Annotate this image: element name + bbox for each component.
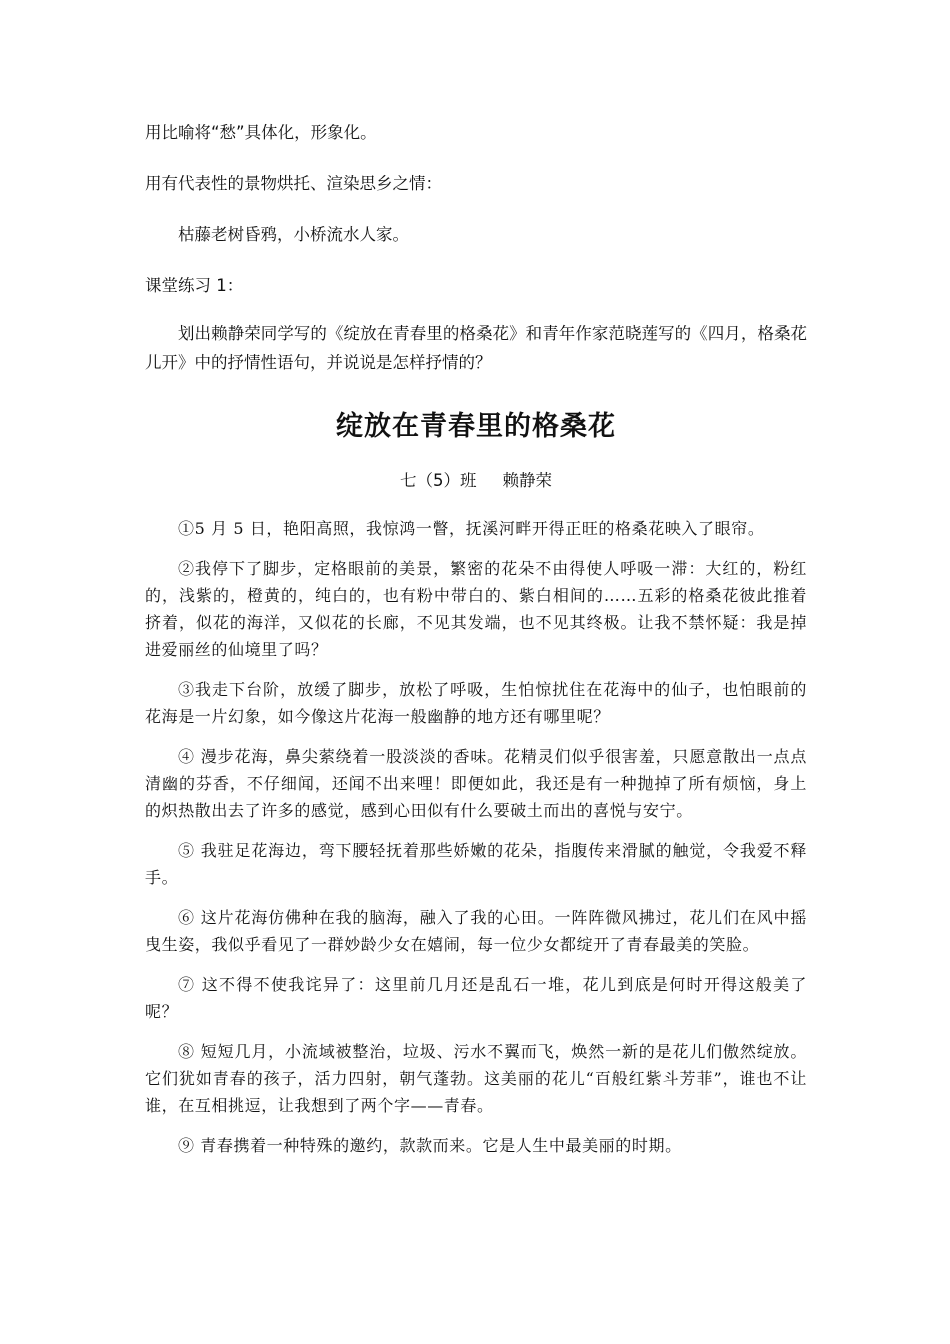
essay-paragraph-4: ④ 漫步花海，鼻尖萦绕着一股淡淡的香味。花精灵们似乎很害羞，只愿意散出一点点清幽的芬香，不仔细闻，还闻不出来哩！即便如此，我还是有一种抛掉了所有烦恼，身上的炽热散出去了许多的感觉，感到心田似有什么要破土而出的喜悦与安宁。 bbox=[145, 747, 807, 820]
intro-line-poem: 枯藤老树昏鸦，小桥流水人家。 bbox=[178, 225, 409, 244]
exercise-heading: 课堂练习 1： bbox=[145, 276, 244, 295]
essay-paragraph-7: ⑦ 这不得不使我诧异了：这里前几月还是乱石一堆，花儿到底是何时开得这般美了呢？ bbox=[145, 975, 807, 1021]
essay-title: 绽放在青春里的格桑花 bbox=[336, 411, 616, 442]
exercise-task: 划出赖静荣同学写的《绽放在青春里的格桑花》和青年作家范晓莲写的《四月，格桑花儿开》中的抒情性语句，并说说是怎样抒情的？ bbox=[145, 324, 807, 372]
essay-byline bbox=[145, 469, 807, 493]
essay-paragraph-3: ③我走下台阶，放缓了脚步，放松了呼吸，生怕惊扰住在花海中的仙子，也怕眼前的花海是一片幻象，如今像这片花海一般幽静的地方还有哪里呢？ bbox=[145, 680, 807, 726]
essay-author: 赖静荣 bbox=[502, 471, 552, 490]
essay-paragraph-9: ⑨ 青春携着一种特殊的邀约，款款而来。它是人生中最美丽的时期。 bbox=[178, 1136, 682, 1155]
page-content bbox=[145, 120, 807, 1172]
essay-body bbox=[145, 515, 807, 1159]
essay-paragraph-6: ⑥ 这片花海仿佛种在我的脑海，融入了我的心田。一阵阵微风拂过，花儿们在风中摇曳生姿，我似乎看见了一群妙龄少女在嬉闹，每一位少女都绽开了青春最美的笑脸。 bbox=[145, 908, 807, 954]
essay-paragraph-8: ⑧ 短短几月，小流域被整治，垃圾、污水不翼而飞，焕然一新的是花儿们傲然绽放。它们犹如青春的孩子，活力四射，朝气蓬勃。这美丽的花儿“百般红紫斗芳菲”，谁也不让谁，在互相挑逗，让我想到了两个字——青春。 bbox=[145, 1042, 807, 1115]
essay-paragraph-1: ①5 月 5 日，艳阳高照，我惊鸿一瞥，抚溪河畔开得正旺的格桑花映入了眼帘。 bbox=[178, 519, 765, 538]
intro-line-scenery: 用有代表性的景物烘托、渲染思乡之情： bbox=[145, 174, 442, 193]
intro-line-metaphor: 用比喻将“愁”具体化，形象化。 bbox=[145, 123, 377, 142]
essay-paragraph-2: ②我停下了脚步，定格眼前的美景，繁密的花朵不由得使人呼吸一滞：大红的，粉红的，浅紫的，橙黄的，纯白的，也有粉中带白的、紫白相间的……五彩的格桑花彼此推着挤着，似花的海洋，又似花的长廊，不见其发端，也不见其终极。让我不禁怀疑：我是掉进爱丽丝的仙境里了吗？ bbox=[145, 559, 807, 659]
essay-class: 七（5）班 bbox=[400, 471, 477, 490]
essay-paragraph-5: ⑤ 我驻足花海边，弯下腰轻抚着那些娇嫩的花朵，指腹传来滑腻的触觉，令我爱不释手。 bbox=[145, 841, 807, 887]
